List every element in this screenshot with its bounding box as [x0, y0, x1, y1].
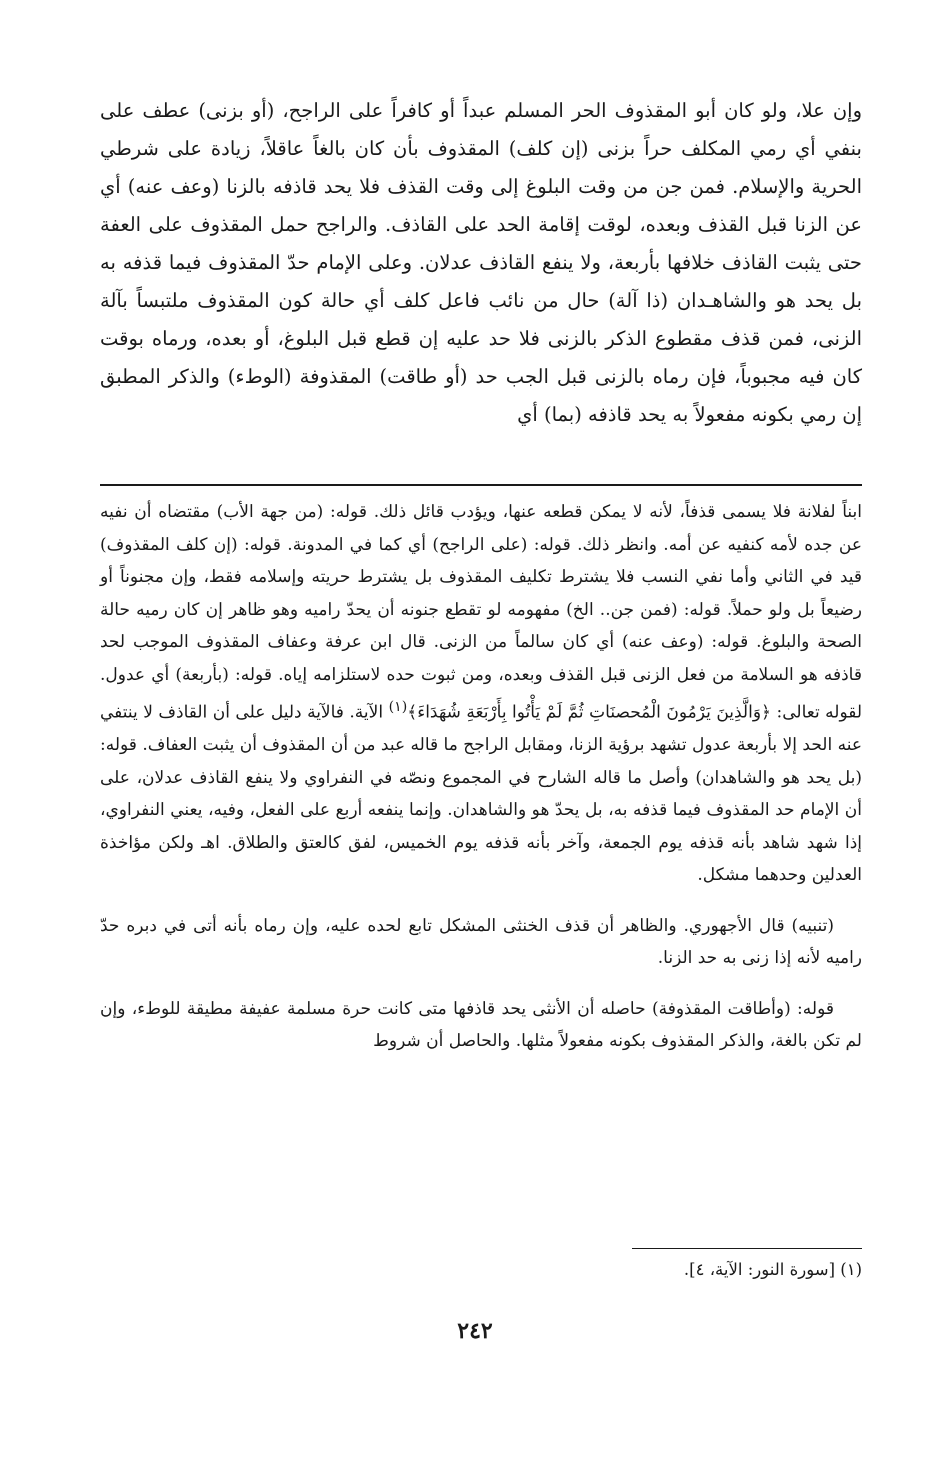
commentary-paragraph-note: (تنبيه) قال الأجهوري. والظاهر أن قذف الخنثى المشكل تابع لحده عليه، وإن رماه بأنه أتى في دبره حدّ راميه لأنه إذا زنى به حد الزنا. [100, 915, 862, 969]
footnote-marker: (١) [388, 699, 408, 715]
section-divider [100, 484, 862, 486]
commentary-text-1-continued: الآية. فالآية دليل على أن القاذف لا ينتفي عنه الحد إلا بأربعة عدول تشهد برؤية الزنا، ومقابل الراجح ما قاله عبد من أن المقذوف أن يثبت العفاف. قوله: (بل يحد هو والشاهدان) وأصل ما قاله الشارح في المجموع ونصّه في النفراوي ولا ينفع القاذف عدلان، على أن الإمام حد المقذوف فيما قذفه به، بل يحدّ هو والشاهدان. وإنما ينفعه أربع على الفعل، وفيه، يعني النفراوي، إذا شهد شاهد بأنه قذفه يوم الجمعة، وآخر بأنه قذفه يوم الخميس، لفق كالعتق والطلاق. اهـ ولكن مؤاخذة العدلين وحدهما مشكل. [100, 702, 862, 886]
main-paragraph: وإن علا، ولو كان أبو المقذوف الحر المسلم عبداً أو كافراً على الراجح، (أو بزنى) عطف على بنفي أي رمي المكلف حراً بزنى (إن كلف) المقذوف بأن كان بالغاً عاقلاً، زيادة على شرطي الحرية والإسلام. فمن جن من وقت البلوغ إلى وقت القذف فلا يحد قاذفه بالزنا (وعف عنه) أي عن الزنا قبل القذف وبعده، لوقت إقامة الحد على القاذف. والراجح حمل المقذوف على العفة حتى يثبت القاذف خلافها بأربعة، ولا ينفع القاذف عدلان. وعلى الإمام حدّ المقذوف فيما قذفه به بل يحد هو والشاهـدان (ذا آلة) حال من نائب فاعل كلف أي حالة كون المقذوف ملتبساً بآلة الزنى، فمن قذف مقطوع الذكر بالزنى فلا حد عليه إن قطع قبل البلوغ، أو بعده، ورماه بوقت كان فيه مجبوباً، فإن رماه بالزنى قبل الجب حد (أو طاقت) المقذوفة (الوطء) والذكر المطبق إن رمي بكونه مفعولاً به يحد قاذفه (بما) أي [100, 99, 862, 426]
quran-verse: ﴿وَالَّذِينَ يَرْمُونَ الْمُحصنَاتِ ثُمَّ لَمْ يَأْتُوا بِأَرْبَعَةِ شُهَدَاءَ﴾ [407, 702, 772, 723]
commentary-paragraph-1 [100, 496, 862, 892]
commentary-block [100, 496, 862, 1058]
page-number: ٢٤٢ [457, 1318, 493, 1344]
footnote: (١) [سورة النور: الآية، ٤]. [683, 1260, 862, 1279]
main-text-block [100, 92, 862, 434]
footnote-divider [632, 1248, 862, 1249]
commentary-text-1: ابناً لفلانة فلا يسمى قذفاً، لأنه لا يمكن قطعه عنها، ويؤدب قائل ذلك. قوله: (من جهة الأب) مقتضاه أن نفيه عن جده لأمه كنفيه عن أمه. وانظر ذلك. قوله: (على الراجح) أي كما في المدونة. قوله: (إن كلف المقذوف) قيد في الثاني وأما نفي النسب فلا يشترط تكليف المقذوف بل يشترط حريته وإسلامه فقط، وإن مجنوناً أو رضيعاً بل ولو حملاً. قوله: (فمن جن.. الخ) مفهومه لو تقطع جنونه أن يحدّ راميه وهو ظاهر إن كان رميه حالة الصحة والبلوغ. قوله: (وعف عنه) أي كان سالماً من الزنى. قال ابن عرفة وعفاف المقذوف الموجب لحد قاذفه هو السلامة من فعل الزنى قبل القذف وبعده، ومن ثبوت حده لاستلزامه إياه. قوله: (بأربعة) أي عدول. لقوله تعالى: [100, 502, 863, 723]
commentary-paragraph-3: قوله: (وأطاقت المقذوفة) حاصله أن الأنثى يحد قاذفها متى كانت حرة مسلمة عفيفة مطيقة للوطء، وإن لم تكن بالغة، والذكر المقذوف بكونه مفعولاً مثلها. والحاصل أن شروط [100, 998, 862, 1052]
